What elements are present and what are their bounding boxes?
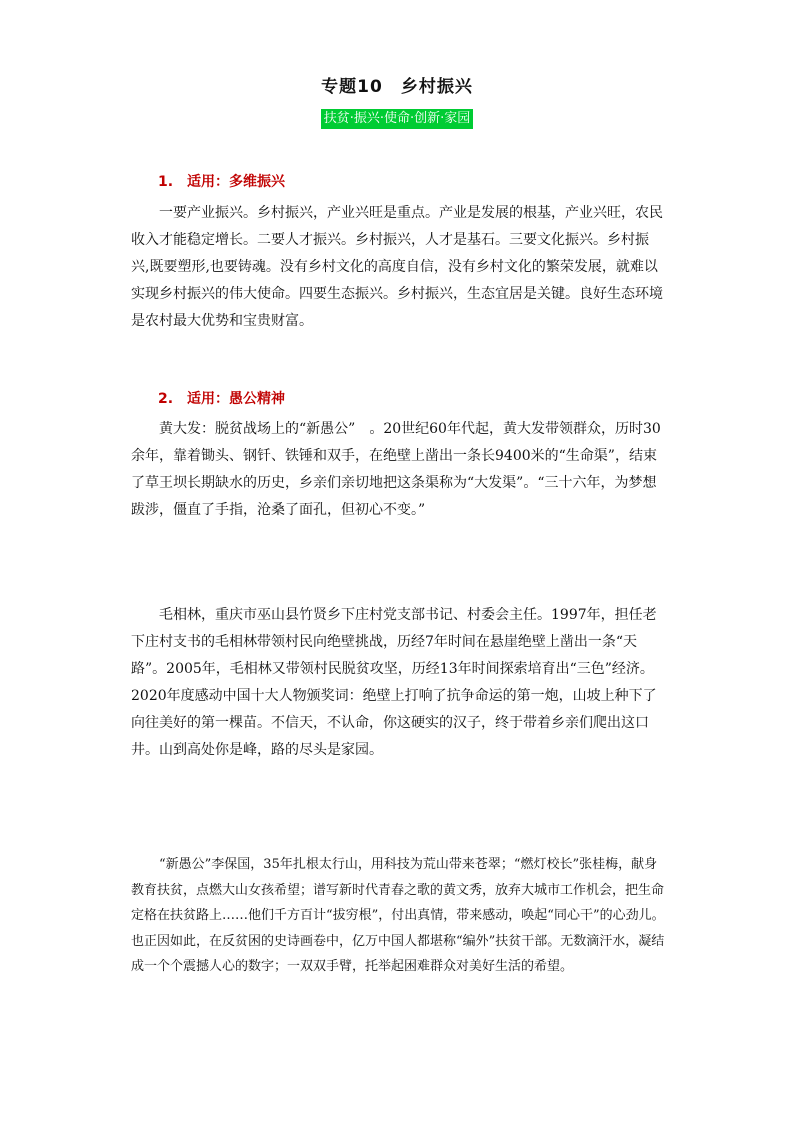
section-2-paragraph-2: 毛相林，重庆市巫山县竹贤乡下庄村党支部书记、村委会主任。1997年，担任老下庄村支书的毛相林带领村民向绝壁挑战，历经7年时间在悬崖绝壁上凿出一条“天路”。2005年，毛相林又带领村民脱贫攻坚，历经13年时间探索培育出“三色”经济。2020年度感动中国十大人物颁奖词：绝壁上打响了抗争命运的第一炮，山坡上种下了向往美好的第一棵苗。不信天，不认命，你这硬实的汉子，终于带着乡亲们爬出这口井。山到高处你是峰，路的尽头是家园。 [131, 607, 657, 758]
keywords-banner [0, 107, 794, 129]
keywords-label: 扶贫·振兴·使命·创新·家园 [321, 109, 474, 129]
section-heading-2: 2. 适用：愚公精神 [158, 391, 286, 407]
section-1-paragraph-1: 一要产业振兴。乡村振兴，产业兴旺是重点。产业是发展的根基，产业兴旺，农民收入才能稳定增长。二要人才振兴。乡村振兴，人才是基石。三要文化振兴。乡村振兴,既要塑形,也要铸魂。没有乡村文化的高度自信，没有乡村文化的繁荣发展，就难以实现乡村振兴的伟大使命。四要生态振兴。乡村振兴，生态宜居是关键。良好生态环境是农村最大优势和宝贵财富。 [131, 205, 663, 329]
section-heading-1: 1. 适用：多维振兴 [158, 174, 286, 190]
document-title: 专题10 乡村振兴 [321, 77, 473, 97]
section-2-paragraph-1: 黄大发：脱贫战场上的“新愚公” 。20世纪60年代起，黄大发带领群众，历时30余年，靠着锄头、钢钎、铁锤和双手，在绝壁上凿出一条长9400米的“生命渠”，结束了草王坝长期缺水的历史，乡亲们亲切地把这条渠称为“大发渠”。“三十六年，为梦想跋涉，僵直了手指，沧桑了面孔，但初心不变。” [131, 421, 661, 518]
section-2-paragraph-3: “新愚公”李保国，35年扎根太行山，用科技为荒山带来苍翠；“燃灯校长”张桂梅，献身教育扶贫，点燃大山女孩希望；谱写新时代青春之歌的黄文秀，放弃大城市工作机会，把生命定格在扶贫路上……他们千方百计“拔穷根”，付出真情，带来感动，唤起“同心干”的心劲儿。也正因如此，在反贫困的史诗画卷中，亿万中国人都堪称“编外”扶贫干部。无数滴汗水，凝结成一个个震撼人心的数字；一双双手臂，托举起困难群众对美好生活的希望。 [131, 857, 665, 974]
